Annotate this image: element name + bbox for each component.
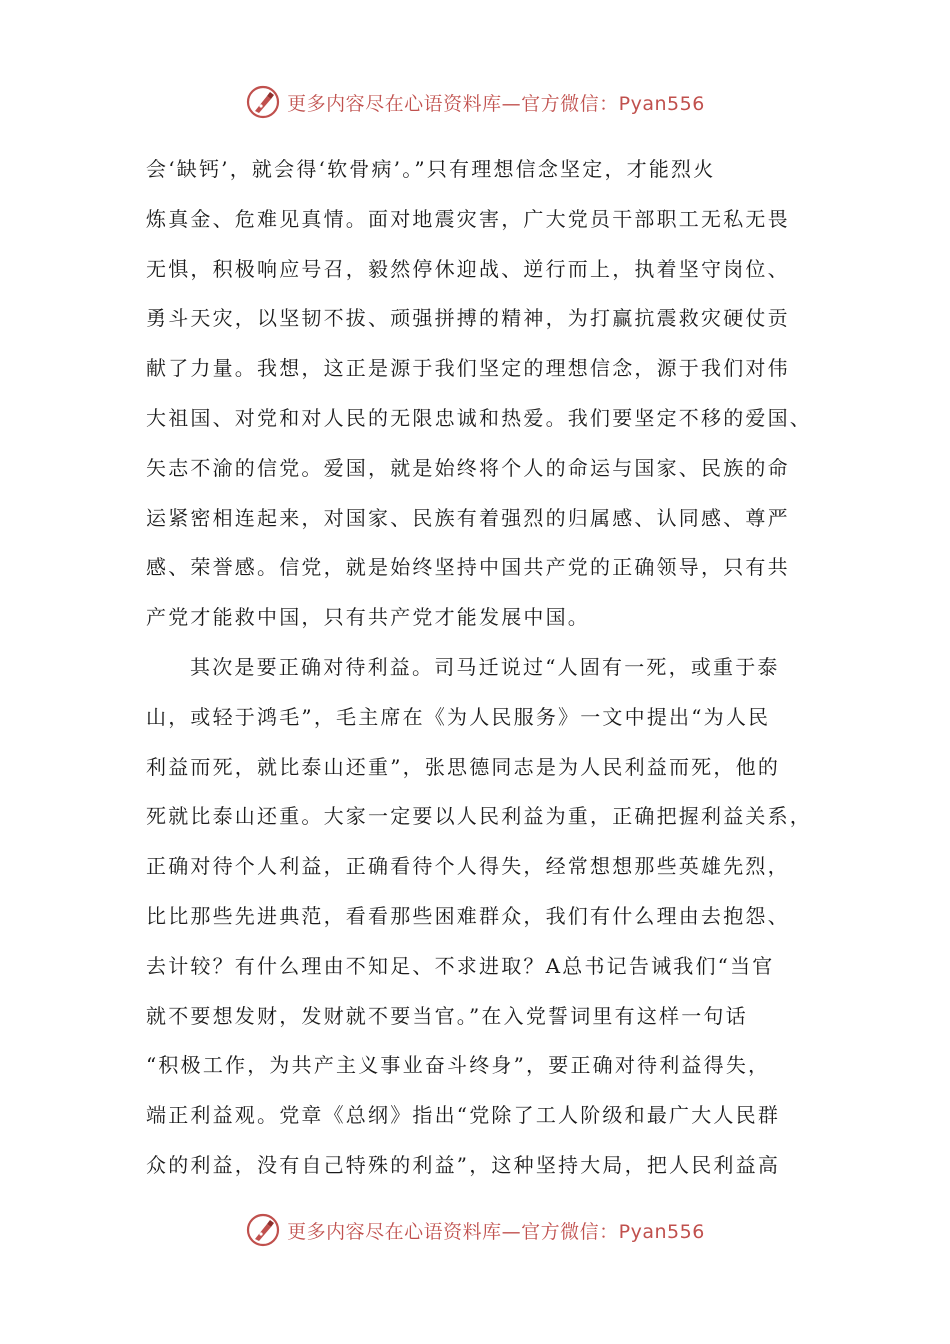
text-line: 产党才能救中国，只有共产党才能发展中国。 bbox=[146, 605, 590, 630]
document-body bbox=[146, 145, 836, 1191]
text-line: 无惧，积极响应号召，毅然停休迎战、逆行而上，执着坚守岗位、 bbox=[146, 256, 790, 281]
text-line: 感、荣誉感。信党，就是始终坚持中国共产党的正确领导，只有共 bbox=[146, 555, 790, 580]
text-line: 端正利益观。党章《总纲》指出“党除了工人阶级和最广大人民群 bbox=[146, 1103, 781, 1128]
text-line: 献了力量。我想，这正是源于我们坚定的理想信念，源于我们对伟 bbox=[146, 356, 790, 381]
text-line: 众的利益，没有自己特殊的利益”，这种坚持大局，把人民利益高 bbox=[146, 1152, 781, 1177]
text-line: 比比那些先进典范，看看那些困难群众，我们有什么理由去抱怨、 bbox=[146, 903, 790, 928]
text-line: 会‘缺钙’，就会得‘软骨病’。”只有理想信念坚定，才能烈火 bbox=[146, 157, 716, 181]
text-line: 运紧密相连起来，对国家、民族有着强烈的归属感、认同感、尊严 bbox=[146, 505, 790, 530]
header-watermark bbox=[0, 82, 950, 122]
text-line: 去计较？有什么理由不知足、不求进取？A总书记告诫我们“当官 bbox=[146, 953, 775, 978]
text-line: 大祖国、对党和对人民的无限忠诚和热爱。我们要坚定不移的爱国、 bbox=[146, 405, 812, 430]
header-watermark-text: 更多内容尽在心语资料库—官方微信：Pyan556 bbox=[287, 92, 705, 115]
paragraph-start-line: 其次是要正确对待利益。司马迁说过“人固有一死，或重于泰 bbox=[190, 654, 780, 679]
text-line: “积极工作，为共产主义事业奋斗终身”，要正确对待利益得失， bbox=[146, 1053, 771, 1078]
pen-nib-logo-icon bbox=[245, 1212, 281, 1248]
text-line: 矢志不渝的信党。爱国，就是始终将个人的命运与国家、民族的命 bbox=[146, 455, 790, 480]
text-line: 正确对待个人利益，正确看待个人得失，经常想想那些英雄先烈， bbox=[146, 854, 790, 879]
pen-nib-logo-icon bbox=[245, 84, 281, 120]
text-line: 山，或轻于鸿毛”，毛主席在《为人民服务》一文中提出“为人民 bbox=[146, 704, 771, 729]
text-line: 勇斗天灾，以坚韧不拔、顽强拼搏的精神，为打赢抗震救灾硬仗贡 bbox=[146, 306, 790, 331]
footer-watermark-text: 更多内容尽在心语资料库—官方微信：Pyan556 bbox=[287, 1220, 705, 1243]
text-line: 死就比泰山还重。大家一定要以人民利益为重，正确把握利益关系， bbox=[146, 804, 812, 829]
text-line: 炼真金、危难见真情。面对地震灾害，广大党员干部职工无私无畏 bbox=[146, 206, 790, 231]
text-line: 利益而死，就比泰山还重”，张思德同志是为人民利益而死，他的 bbox=[146, 754, 781, 779]
text-line: 就不要想发财，发财就不要当官。”在入党誓词里有这样一句话 bbox=[146, 1003, 748, 1028]
footer-watermark bbox=[0, 1210, 950, 1250]
